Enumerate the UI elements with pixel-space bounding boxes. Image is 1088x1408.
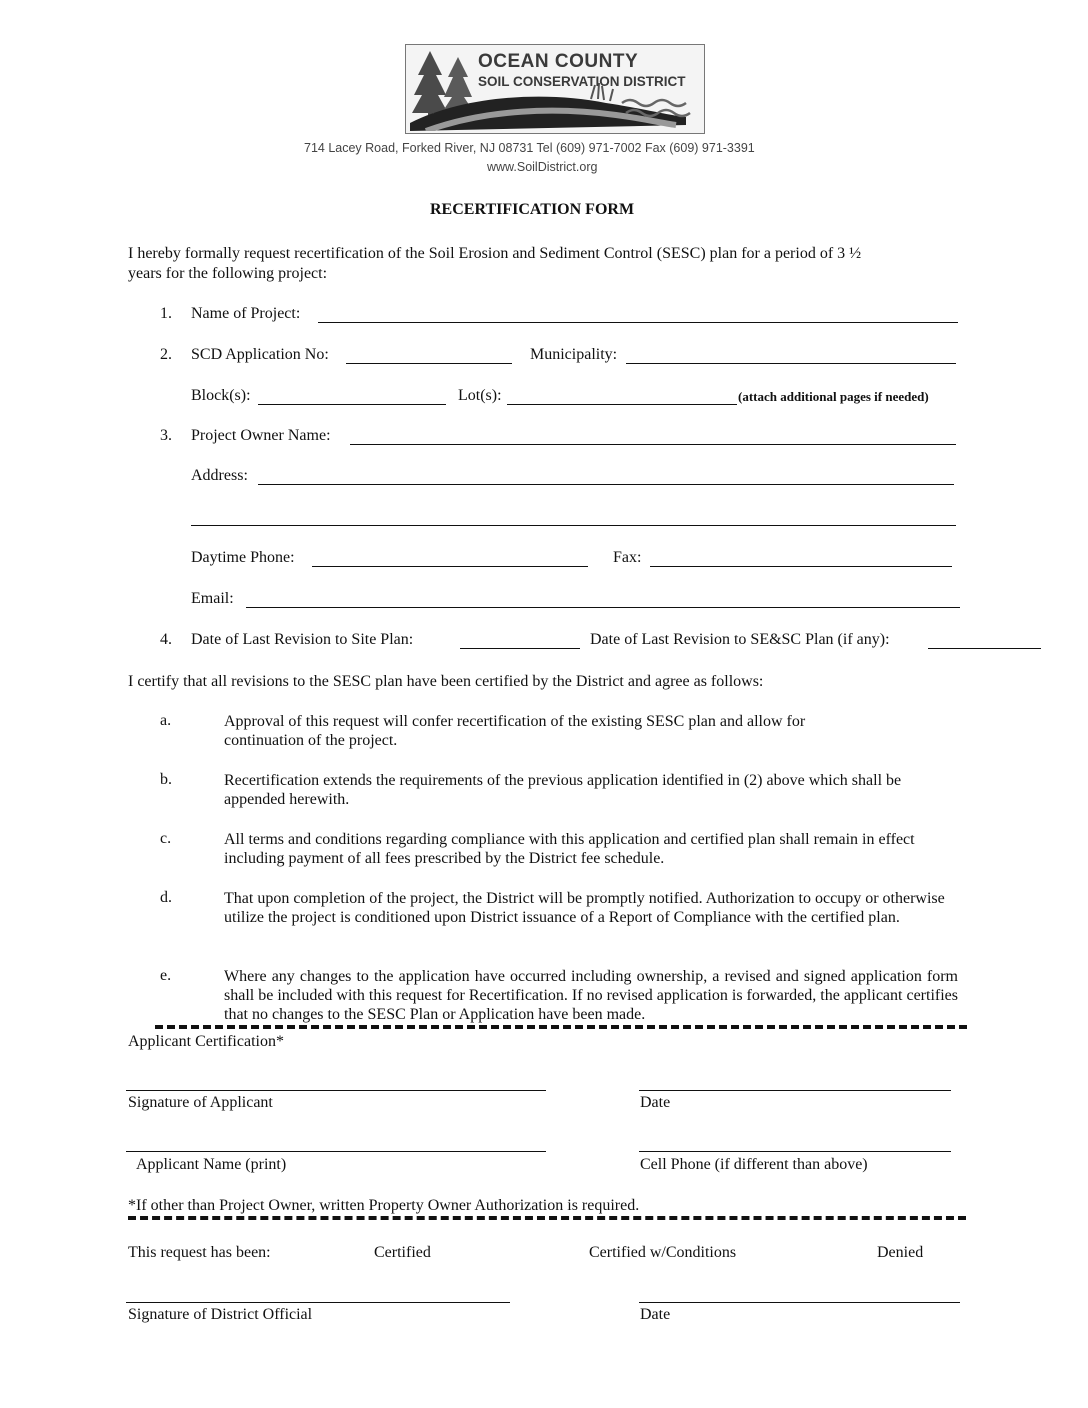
site-plan-revision-label: Date of Last Revision to Site Plan: <box>191 631 414 648</box>
scd-application-label: SCD Application No: <box>191 346 329 363</box>
term-text-a: Approval of this request will confer recertification of the existing SESC plan and allow for continuation of the project. <box>224 713 806 749</box>
item-number-1: 1. <box>160 305 172 322</box>
sesc-plan-revision-label: Date of Last Revision to SE&SC Plan (if any): <box>590 631 890 648</box>
cell-phone-field[interactable] <box>639 1151 951 1152</box>
term-text-e: Where any changes to the application have occurred including ownership, a revised and signed application form shall be included with this request for Recertification. If no revised application is forwarded, the applicant certifies that no changes to the SESC Plan or Application have been made. <box>224 968 958 1023</box>
term-text-d: That upon completion of the project, the District will be promptly notified. Authorization to occupy or otherwise utilize the project is conditioned upon District issuance of a Report of Compliance with the certified plan. <box>224 890 945 926</box>
term-text-c: All terms and conditions regarding compliance with this application and certified plan shall remain in effect including payment of all fees prescribed by the District fee schedule. <box>224 831 915 867</box>
logo-subtitle: SOIL CONSERVATION DISTRICT <box>478 74 686 89</box>
scd-application-field[interactable] <box>346 363 512 364</box>
cell-phone-label: Cell Phone (if different than above) <box>640 1156 868 1173</box>
status-certified[interactable]: Certified <box>374 1244 431 1261</box>
district-date-field[interactable] <box>639 1302 960 1303</box>
applicant-date-field[interactable] <box>639 1090 951 1091</box>
certify-intro: I certify that all revisions to the SESC plan have been certified by the District and agree as follows: <box>128 673 764 690</box>
term-letter-b: b. <box>160 771 172 788</box>
lots-field[interactable] <box>507 404 737 405</box>
applicant-signature-label: Signature of Applicant <box>128 1094 273 1111</box>
owner-authorization-footnote: *If other than Project Owner, written Property Owner Authorization is required. <box>128 1197 640 1214</box>
applicant-name-field[interactable] <box>126 1151 546 1152</box>
blocks-label: Block(s): <box>191 387 251 404</box>
district-website: www.SoilDistrict.org <box>487 160 598 174</box>
item-number-4: 4. <box>160 631 172 648</box>
fax-field[interactable] <box>650 566 952 567</box>
section-divider-1 <box>155 1025 967 1029</box>
district-official-signature-label: Signature of District Official <box>128 1306 313 1323</box>
term-letter-e: e. <box>160 967 172 984</box>
item-number-3: 3. <box>160 427 172 444</box>
address-label: Address: <box>191 467 248 484</box>
term-letter-a: a. <box>160 712 172 729</box>
item-number-2: 2. <box>160 346 172 363</box>
term-text-b: Recertification extends the requirements of the previous application identified in (2) above which shall be appended herewith. <box>224 772 902 808</box>
address-field-line-2[interactable] <box>191 525 956 526</box>
section-divider-2 <box>128 1216 966 1220</box>
owner-name-label: Project Owner Name: <box>191 427 331 444</box>
term-letter-d: d. <box>160 889 172 906</box>
applicant-signature-field[interactable] <box>126 1090 546 1091</box>
project-name-field[interactable] <box>318 322 958 323</box>
form-title: RECERTIFICATION FORM <box>430 201 635 218</box>
daytime-phone-label: Daytime Phone: <box>191 549 295 566</box>
district-official-signature-field[interactable] <box>126 1302 510 1303</box>
email-field[interactable] <box>246 607 960 608</box>
attach-pages-note: (attach additional pages if needed) <box>738 389 929 404</box>
applicant-name-label: Applicant Name (print) <box>136 1156 287 1173</box>
owner-name-field[interactable] <box>350 444 956 445</box>
district-logo <box>405 44 705 134</box>
email-label: Email: <box>191 590 234 607</box>
applicant-date-label: Date <box>640 1094 671 1111</box>
intro-line-2: years for the following project: <box>128 265 328 282</box>
district-date-label: Date <box>640 1306 671 1323</box>
district-address: 714 Lacey Road, Forked River, NJ 08731 Tel (609) 971-7002 Fax (609) 971-3391 <box>304 141 755 155</box>
address-field-line-1[interactable] <box>258 484 954 485</box>
site-plan-revision-field[interactable] <box>460 648 580 649</box>
lots-label: Lot(s): <box>458 387 502 404</box>
logo-title: OCEAN COUNTY <box>478 51 639 72</box>
sesc-plan-revision-field[interactable] <box>928 648 1041 649</box>
municipality-label: Municipality: <box>530 346 618 363</box>
applicant-certification-heading: Applicant Certification* <box>128 1033 284 1050</box>
status-denied[interactable]: Denied <box>877 1244 924 1261</box>
daytime-phone-field[interactable] <box>312 566 588 567</box>
status-certified-conditions[interactable]: Certified w/Conditions <box>589 1244 737 1261</box>
blocks-field[interactable] <box>258 404 446 405</box>
intro-line-1: I hereby formally request recertification of the Soil Erosion and Sediment Control (SESC) plan for a period of 3 ½ <box>128 245 862 262</box>
municipality-field[interactable] <box>626 363 956 364</box>
fax-label: Fax: <box>613 549 642 566</box>
request-status-label: This request has been: <box>128 1244 271 1261</box>
term-letter-c: c. <box>160 830 172 847</box>
project-name-label: Name of Project: <box>191 305 301 322</box>
